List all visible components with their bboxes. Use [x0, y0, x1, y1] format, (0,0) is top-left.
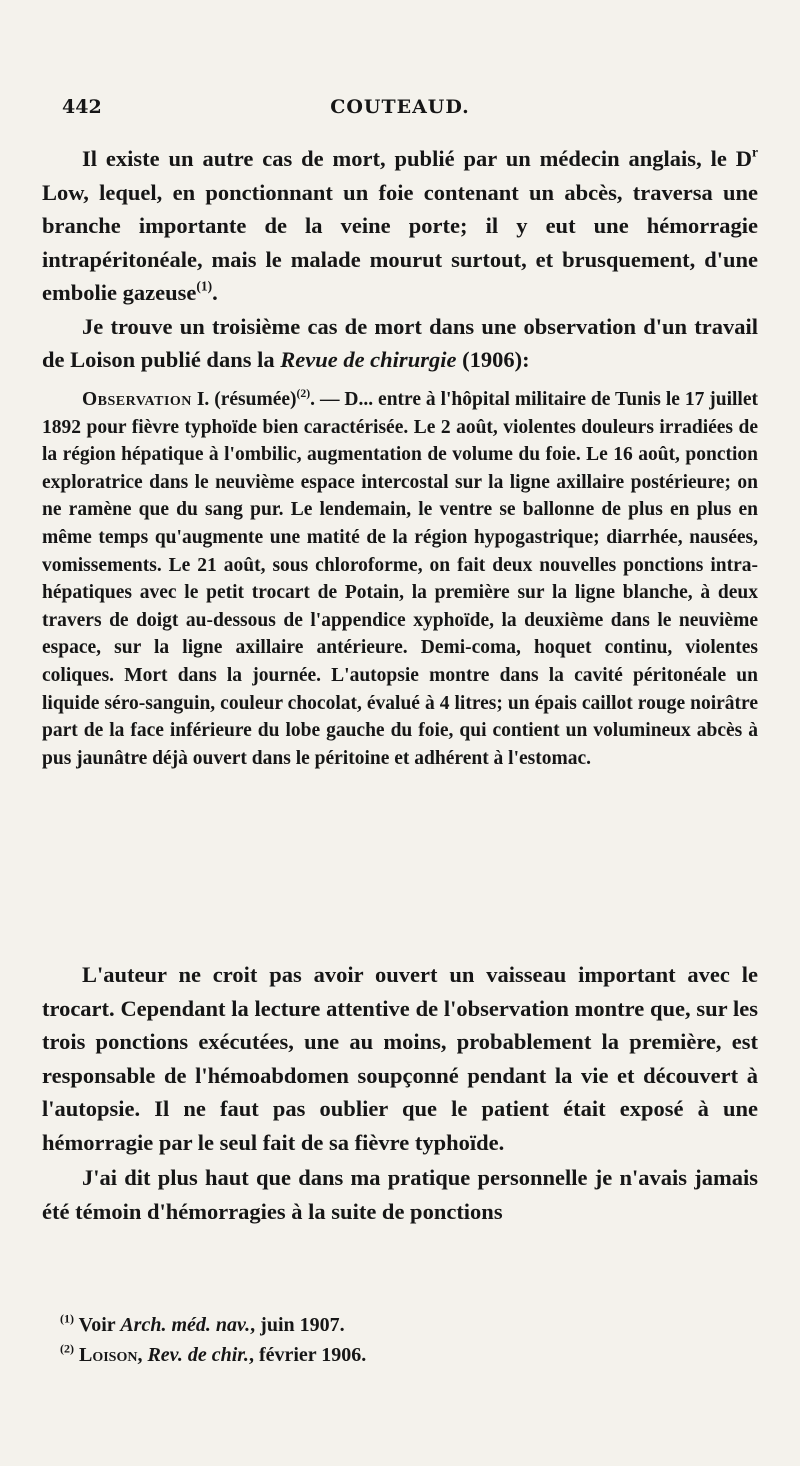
paragraph-personal-practice: J'ai dit plus haut que dans ma pratique personnelle je n'avais jamais été témoin d'hémorragies à la suite de ponctions	[42, 1165, 758, 1224]
paragraph-low-case	[42, 142, 758, 310]
running-head: COUTEAUD.	[330, 96, 470, 118]
footnote-source: Arch. méd. nav.	[120, 1314, 251, 1336]
superscript: r	[752, 144, 758, 160]
page-header	[62, 90, 738, 120]
text-run: , juin 1907.	[250, 1314, 345, 1336]
footnote-2	[60, 1340, 740, 1370]
footnotes	[60, 1310, 740, 1370]
text-run: . — D... entre à l'hôpital militaire de Tunis le 17 juillet 1892 pour fièvre typhoïde bien caractérisée. Le 2 août, violentes douleurs irradiées de la région hépatique à l'ombilic, augmentation de volume du foie. Le 16 août, ponction exploratrice dans le neuvième espace intercostal sur la ligne axillaire postérieure; on ne ramène que du sang pur. Le lendemain, le ventre se ballonne de plus en plus en même temps qu'augmente une matité de la région hypogastrique; diarrhée, nausées, vomissements. Le 21 août, sous chloroforme, on fait deux nouvelles ponctions intra-hépatiques avec le petit trocart de Potain, la première sur la ligne blanche, à deux travers de doigt au-dessous de l'appendice xyphoïde, la deuxième dans le neuvième espace, sur la ligne axillaire antérieure. Demi-coma, hoquet continu, violentes coliques. Mort dans la journée. L'autopsie montre dans la cavité péritonéale un liquide séro-sanguin, couleur chocolat, évalué à 4 litres; un épais caillot rouge noirâtre part de la face inférieure du lobe gauche du foie, qui contient un volumineux abcès à pus jaunâtre déjà ouvert dans le péritoine et adhérent à l'estomac.	[42, 389, 758, 769]
main-text-bottom	[42, 958, 758, 1228]
footnote-1	[60, 1310, 740, 1340]
text-run: ,	[137, 1344, 148, 1366]
text-run: I. (résumée)	[191, 389, 297, 410]
paragraph-author-comment: L'auteur ne croit pas avoir ouvert un vaisseau important avec le trocart. Cependant la lecture attentive de l'observation montre que, sur les trois ponctions exécutées, une au moins, probablement la première, est responsable de l'hémoabdomen soupçonné pendant la vie et découvert à l'autopsie. Il ne faut pas oublier que le patient était exposé à une hémorragie par le seul fait de sa fièvre typhoïde.	[42, 962, 758, 1155]
text-run: Voir	[74, 1314, 121, 1336]
paragraph-loison-case	[42, 310, 758, 377]
footnote-mark: (1)	[60, 1311, 74, 1326]
footnote-source: Rev. de chir.	[147, 1344, 249, 1366]
text-run: Il existe un autre cas de mort, publié par un médecin anglais, le D	[82, 146, 752, 171]
observation-paragraph	[42, 386, 758, 772]
footnote-ref-1: (1)	[196, 278, 213, 294]
page-number: 442	[62, 96, 102, 118]
journal-title: Revue de chirurgie	[280, 347, 457, 372]
text-run: .	[212, 280, 218, 305]
text-run: (1906):	[456, 347, 530, 372]
observation-block	[42, 386, 758, 772]
footnote-ref-2: (2)	[296, 386, 311, 400]
footnote-author: Loison	[79, 1344, 138, 1366]
main-text-top	[42, 142, 758, 377]
text-run: Low, lequel, en ponctionnant un foie contenant un abcès, traversa une branche importante de la veine porte; il y eut une hémorragie intrapéritonéale, mais le malade mourut surtout, et brusquement, d'une embolie gazeuse	[42, 179, 758, 305]
text-run: Je trouve un troisième cas de mort dans une observation d'un travail de Loison publié dans la	[42, 313, 758, 372]
text-run: , février 1906.	[248, 1344, 367, 1366]
footnote-mark: (2)	[60, 1341, 74, 1356]
observation-label: Observation	[82, 389, 192, 410]
